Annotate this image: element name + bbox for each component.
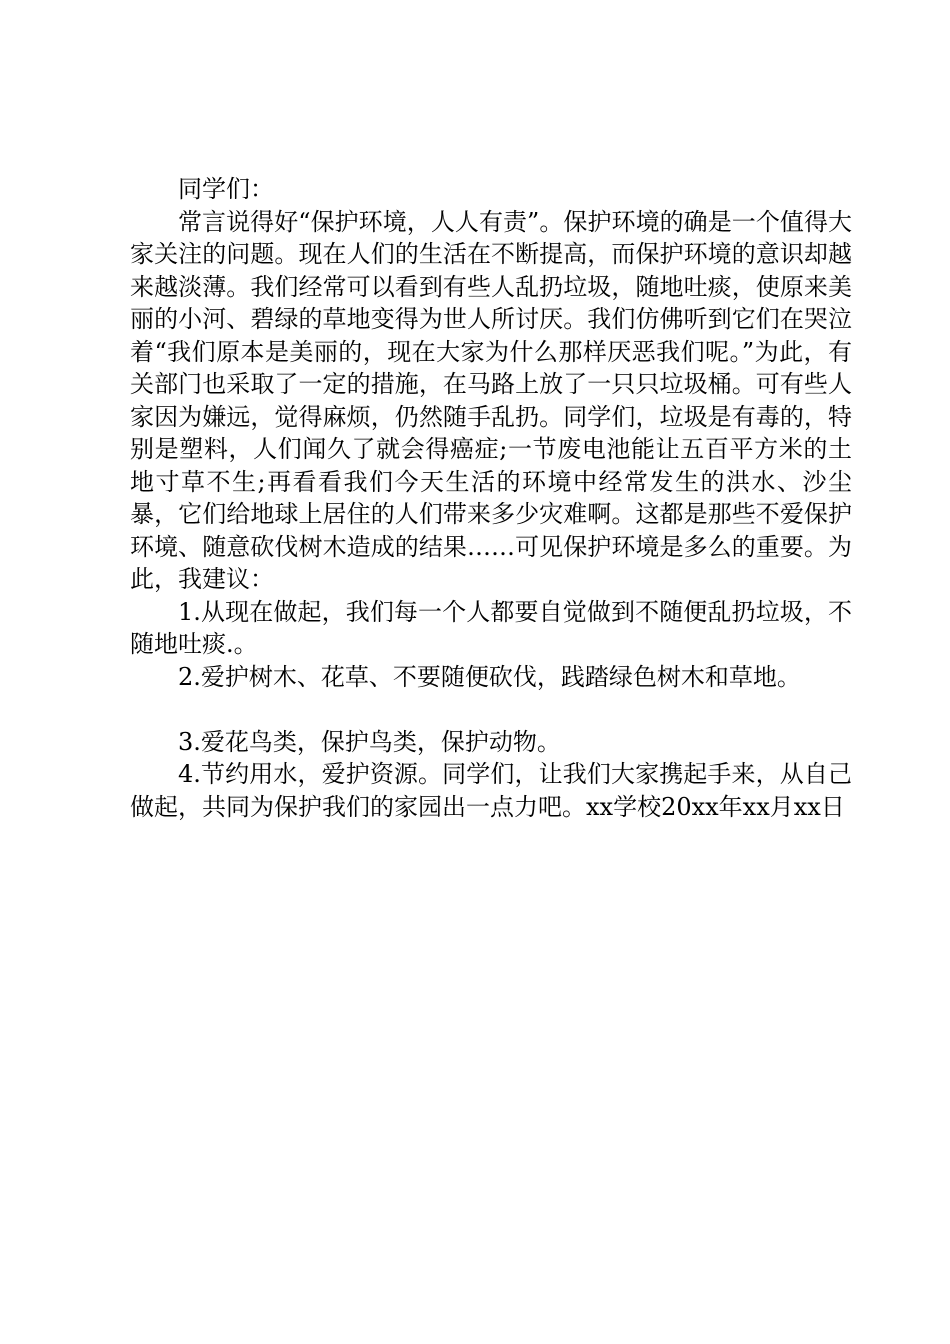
document-body <box>130 173 852 823</box>
blank-line <box>130 693 852 726</box>
proposal-item-1: 1.从现在做起，我们每一个人都要自觉做到不随便乱扔垃圾，不随地吐痰.。 <box>130 597 852 658</box>
greeting: 同学们： <box>178 175 274 203</box>
intro-paragraph: 常言说得好“保护环境，人人有责”。保护环境的确是一个值得大家关注的问题。现在人们的生活在不断提高，而保护环境的意识却越来越淡薄。我们经常可以看到有些人乱扔垃圾，随地吐痰，使原来美丽的小河、碧绿的草地变得为世人所讨厌。我们仿佛听到它们在哭泣着“我们原本是美丽的，现在大家为什么那样厌恶我们呢。”为此，有关部门也采取了一定的措施，在马路上放了一只只垃圾桶。可有些人家因为嫌远，觉得麻烦，仍然随手乱扔。同学们，垃圾是有毒的，特别是塑料，人们闻久了就会得癌症;一节废电池能让五百平方米的土地寸草不生;再看看我们今天生活的环境中经常发生的洪水、沙尘暴，它们给地球上居住的人们带来多少灾难啊。这都是那些不爱保护环境、随意砍伐树木造成的结果……可见保护环境是多么的重要。为此，我建议： <box>130 207 852 593</box>
proposal-item-4: 4.节约用水，爱护资源。同学们，让我们大家携起手来，从自己做起，共同为保护我们的家园出一点力吧。xx学校20xx年xx月xx日 <box>130 760 852 821</box>
proposal-item-3: 3.爱花鸟类，保护鸟类，保护动物。 <box>178 727 561 756</box>
proposal-item-2: 2.爱护树木、花草、不要随便砍伐，践踏绿色树木和草地。 <box>178 662 801 691</box>
